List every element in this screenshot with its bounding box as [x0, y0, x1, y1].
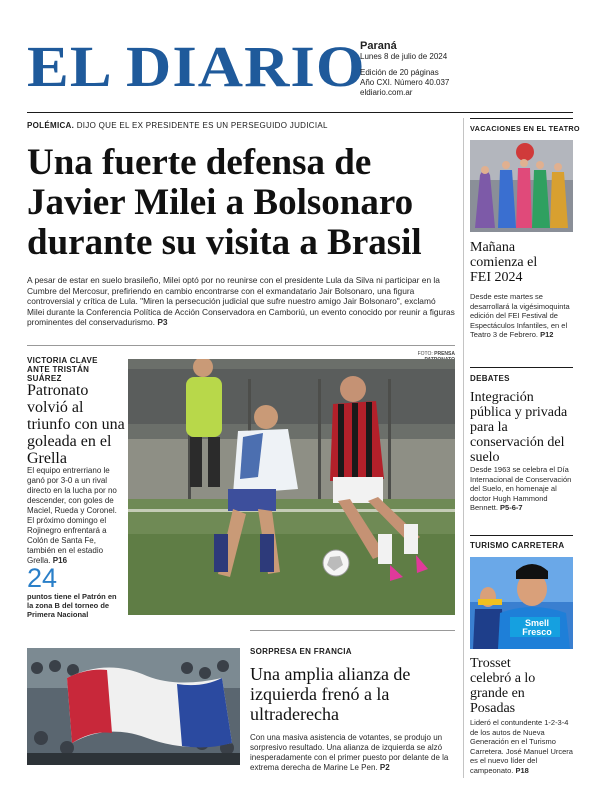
sidebar-turismo-photo[interactable]	[470, 557, 573, 649]
edition-pages: Edición de 20 páginas	[360, 68, 439, 77]
sidebar-turismo-body-text: Lideró el contundente 1-2-3-4 de los autos de Nueva Generación en el Turismo Carretera. José Manuel Urcera es el nuevo líder del campeonato.	[470, 718, 573, 775]
sidebar-theatre-rule	[470, 118, 573, 119]
sidebar-turismo-kicker: TURISMO CARRETERA	[470, 541, 565, 550]
france-body-text: Con una masiva asistencia de votantes, se produjo un sorpresivo resultado. Una alianza de izquierda se alzó inesperadamente con el primer puesto por delante de la extrema derecha de Marine Le Pen.	[250, 733, 449, 772]
masthead-divider	[27, 112, 573, 113]
lead-page-ref[interactable]: P3	[157, 317, 168, 328]
sidebar-turismo-headline[interactable]: Trosset celebró a lo grande en Posadas	[470, 656, 536, 716]
sidebar-column-rule	[463, 118, 464, 778]
sidebar-turismo-body	[470, 718, 573, 775]
photo-credit-name: PRENSA	[434, 351, 455, 357]
sidebar-theatre-body-text: Desde este martes se desarrollará la vigésimoquinta edición del FEI Festival de Espectáculos Infantiles, en el Teatro 3 de Febrero.	[470, 292, 570, 339]
sidebar-debates-rule	[470, 367, 573, 368]
sidebar-theatre-kicker: VACACIONES EN EL TEATRO	[470, 124, 580, 133]
lead-body-text: A pesar de estar en suelo brasileño, Milei optó por no reunirse con el presidente Lula da Silva ni participar en la Cumbre del Mercosur, prefiriendo en cambio encontrarse con el exmandatario Jair Bolsonaro, una figura controversial y crítica de Lula. "Miren la persecución judicial que sufre nuestro amigo Jair Bolsonaro", exclamó Milei durante la Conferencia Política de Acción Conservadora en Camboriú, un evento conocido por reunir a figuras prominentes del conservadurismo.	[27, 275, 455, 328]
photo-credit-label: FOTO:	[417, 351, 433, 357]
lead-kicker-text: DIJO QUE EL EX PRESIDENTE ES UN PERSEGUIDO JUDICIAL	[76, 121, 328, 130]
france-photo[interactable]	[27, 648, 240, 765]
football-kicker: VICTORIA CLAVE ANTE TRISTÁN SUÁREZ	[27, 356, 98, 383]
football-stat-number: 24	[27, 563, 58, 593]
france-photo-image	[27, 648, 240, 765]
masthead-logo[interactable]: EL DIARIO	[27, 34, 366, 99]
lead-kicker-label: POLÉMICA.	[27, 121, 75, 130]
football-divider	[250, 630, 455, 631]
sidebar-debates-body-text: Desde 1963 se celebra el Día Internacional de Conservación del Suelo, en homenaje al doctor Hugh Hammond Bennett.	[470, 465, 572, 512]
football-page-ref[interactable]: P16	[52, 556, 68, 565]
football-body-text: El equipo entrerriano le ganó por 3-0 a un rival directo en la lucha por no descender, con goles de Maciel, Rueda y Coronel. El próximo domingo el Rojinegro enfrentará a Colón de Santa Fe, también en el estadio Grella.	[27, 466, 117, 565]
edition-date: Lunes 8 de julio de 2024	[360, 52, 448, 61]
lead-kicker	[27, 121, 457, 130]
theatre-photo-image	[470, 140, 573, 232]
football-stat-text: puntos tiene el Patrón en la zona B del torneo de Primera Nacional	[27, 592, 117, 619]
france-body	[250, 733, 455, 773]
sidebar-turismo-page-ref[interactable]: P18	[515, 765, 529, 775]
edition-city: Paraná	[360, 40, 397, 52]
turismo-shirt-text: Smell Fresco	[522, 618, 552, 637]
football-headline[interactable]: Patronato volvió al triunfo con una goleada en el Grella	[27, 382, 125, 467]
edition-info	[360, 40, 480, 98]
lead-headline[interactable]: Una fuerte defensa de Javier Milei a Bolsonaro durante su visita a Brasil	[27, 142, 422, 263]
lead-divider	[27, 345, 455, 346]
sidebar-theatre-body	[470, 292, 573, 340]
football-photo[interactable]	[128, 359, 455, 615]
football-photo-image	[128, 359, 455, 615]
sidebar-turismo-rule	[470, 535, 573, 536]
edition-url[interactable]: eldiario.com.ar	[360, 88, 413, 97]
sidebar-debates-body	[470, 465, 573, 513]
sidebar-theatre-page-ref[interactable]: P12	[540, 330, 554, 339]
france-kicker: SORPRESA EN FRANCIA	[250, 647, 352, 656]
lead-body	[27, 275, 455, 328]
sidebar-debates-kicker: DEBATES	[470, 374, 510, 383]
sidebar-theatre-headline[interactable]: Mañana comienza el FEI 2024	[470, 240, 538, 285]
football-body	[27, 466, 125, 566]
sidebar-debates-headline[interactable]: Integración pública y privada para la conservación del suelo	[470, 390, 568, 465]
france-headline[interactable]: Una amplia alianza de izquierda frenó a la ultraderecha	[250, 664, 411, 724]
sidebar-debates-page-ref[interactable]: P5-6-7	[500, 503, 523, 512]
france-page-ref[interactable]: P2	[379, 763, 390, 772]
edition-issue: Año CXI. Número 40.037	[360, 78, 450, 87]
sidebar-theatre-photo[interactable]	[470, 140, 573, 232]
